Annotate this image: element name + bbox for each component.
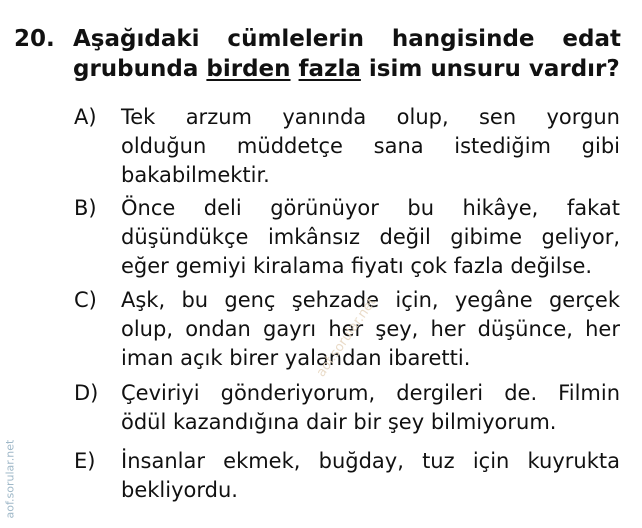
option-line: Önce deli görünüyor bu hikâye, fakat <box>121 196 620 220</box>
option-letter: B) <box>74 196 97 220</box>
option-letter: A) <box>74 105 97 129</box>
option-line: bakabilmektir. <box>121 163 270 187</box>
diagonal-watermark: aof.sorular.net <box>313 295 380 380</box>
option-line: ödül kazandığına dair bir şey bilmiyorum. <box>121 410 557 434</box>
option-text <box>121 194 620 281</box>
underlined-word-birden: birden <box>206 56 291 82</box>
option-line: İnsanlar ekmek, buğday, tuz için kuyrukta <box>121 449 620 473</box>
stem-text: grubunda <box>73 56 207 82</box>
option-line: bekliyordu. <box>121 478 238 502</box>
question-stem-line: Aşağıdaki cümlelerin hangisinde edat <box>73 26 621 52</box>
side-watermark <box>2 418 16 528</box>
question-stem <box>73 24 621 84</box>
underlined-word-fazla: fazla <box>298 56 361 82</box>
question-number: 20. <box>14 26 55 52</box>
option-line: iman açık birer yalandan ibaretti. <box>121 346 471 370</box>
option-text <box>121 447 620 505</box>
option-line: eğer gemiyi kiralama fiyatı çok fazla değilse. <box>121 254 593 278</box>
option-line: düşündükçe imkânsız değil gibime geliyor, <box>121 225 620 249</box>
option-line: olup, ondan gayrı her şey, her düşünce, her <box>121 317 620 341</box>
option-letter: D) <box>74 381 99 405</box>
option-line: Tek arzum yanında olup, sen yorgun <box>121 105 620 129</box>
option-letter: E) <box>74 449 96 473</box>
option-letter: C) <box>74 288 97 312</box>
option-line: olduğun müddetçe sana istediğim gibi <box>121 134 620 158</box>
stem-text <box>291 56 299 82</box>
option-text <box>121 379 620 437</box>
question-stem-line <box>73 54 621 84</box>
option-text <box>121 103 620 190</box>
option-line: Çeviriyi gönderiyorum, dergileri de. Filmin <box>121 381 620 405</box>
side-watermark-text: aof.sorular.net <box>3 439 17 519</box>
stem-text: isim unsuru vardır? <box>360 56 620 82</box>
option-line: Aşk, bu genç şehzade için, yegâne gerçek <box>121 288 620 312</box>
